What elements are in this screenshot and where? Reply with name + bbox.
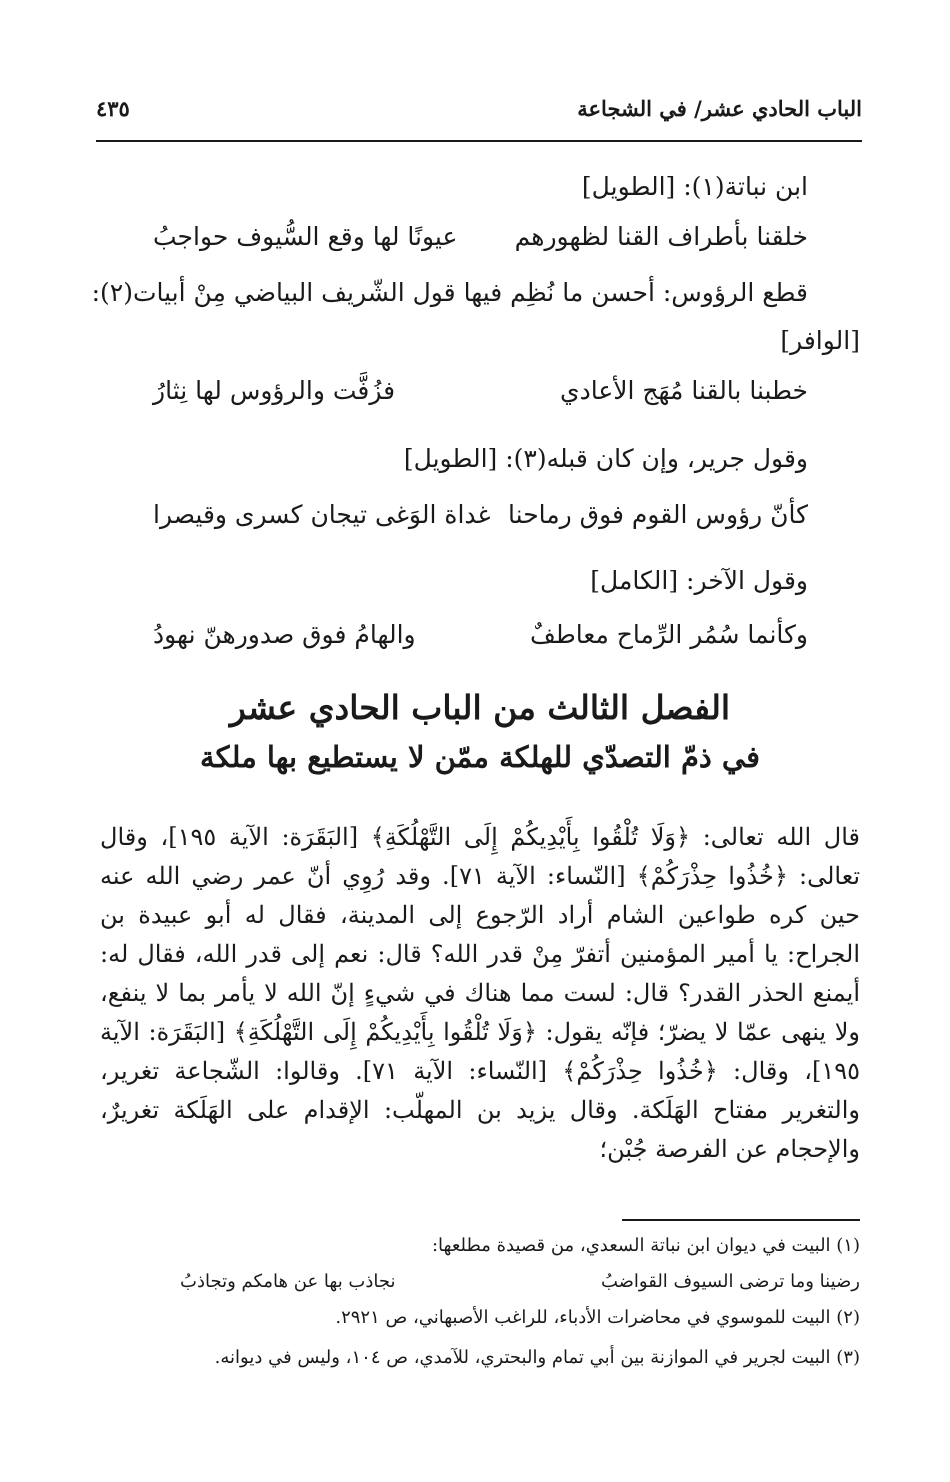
body-paragraph: [100, 818, 860, 1169]
footnote-2: (٢) البيت للموسوي في محاضرات الأدباء، للراغب الأصبهاني، ص ٢٩٢١.: [335, 1307, 860, 1328]
verse-4-hemistich-2: والهامُ فوق صدورهنّ نهودُ: [153, 620, 416, 649]
poet-line: وقول جرير، وإن كان قبله(٣): [الطويل]: [403, 444, 808, 473]
verse-1-hemistich-2: عيونًا لها وقع السُّيوف حواجبُ: [153, 222, 458, 251]
verse-2-hemistich-1: خطبنا بالقنا مُهَج الأعادي: [560, 376, 808, 405]
running-title: الباب الحادي عشر/ في الشجاعة: [577, 96, 862, 121]
header-rule: [96, 140, 862, 142]
footnote-1-verse: [180, 1273, 860, 1291]
footnote-rule: [622, 1219, 860, 1221]
footnote-3: (٣) البيت لجرير في الموازنة بين أبي تمام والبحتري، للآمدي، ص ١٠٤، وليس في ديوانه.: [214, 1347, 860, 1368]
verse-2: [153, 376, 808, 406]
verse-3-hemistich-2: غداة الوَغى تيجان كسرى وقيصرا: [153, 500, 491, 529]
page-number: ٤٣٥: [96, 96, 130, 121]
verse-2-hemistich-2: فزُفَّت والرؤوس لها نِثارُ: [153, 376, 396, 405]
meter-label: [الوافر]: [780, 326, 860, 355]
footnote-1: (١) البيت في ديوان ابن نباتة السعدي، من قصيدة مطلعها:: [431, 1235, 860, 1256]
poet-line: وقول الآخر: [الكامل]: [590, 566, 808, 595]
footnote-verse-hemistich-1: رضينا وما ترضى السيوف القواضبُ: [600, 1271, 860, 1292]
page-header: [96, 96, 862, 138]
section-subtitle: في ذمّ التصدّي للهلكة ممّن لا يستطيع بها ملكة: [200, 740, 760, 774]
verse-3-hemistich-1: كأنّ رؤوس القوم فوق رماحنا: [508, 500, 808, 529]
verse-4-hemistich-1: وكأنما سُمُر الرِّماح معاطفٌ: [529, 620, 808, 649]
section-title: الفصل الثالث من الباب الحادي عشر: [229, 688, 731, 727]
intro-line: قطع الرؤوس: أحسن ما نُظِم فيها قول الشّريف البياضي مِنْ أبيات(٢):: [91, 278, 808, 307]
footnote-verse-hemistich-2: نجاذب بها عن هامكم وتجاذبُ: [180, 1271, 396, 1292]
verse-1-hemistich-1: خلقنا بأطراف القنا لظهورهم: [514, 222, 808, 251]
verse-1: [153, 222, 808, 252]
paragraph-text: قال الله تعالى: ﴿وَلَا تُلْقُوا بِأَيْدِيكُمْ إِلَى التَّهْلُكَةِ﴾ [البَقَرَة: الآية ١٩٥]، وقال تعالى: ﴿خُذُوا حِذْرَكُمْ﴾ [النّساء: الآية ٧١]. وقد رُوِي أنّ عمر رضي الله عنه حين كره طواعين الشام أراد الرّجوع إلى المدينة، فقال له أبو عبيدة بن الجراح: يا أمير المؤمنين أتفرّ مِنْ قدر الله؟ قال: نعم إلى قدر الله، فقال له: أيمنع الحذر القدر؟ قال: لست مما هناك في شيءٍ إنّ الله لا يأمر بما لا ينفع، ولا ينهى عمّا لا يضرّ؛ فإنّه يقول: ﴿وَلَا تُلْقُوا بِأَيْدِيكُمْ إِلَى التَّهْلُكَةِ﴾ [البَقَرَة: الآية ١٩٥]، وقال: ﴿خُذُوا حِذْرَكُمْ﴾ [النّساء: الآية ٧١]. وقالوا: الشّجاعة تغرير، والتغرير مفتاح الهَلَكة. وقال يزيد بن المهلّب: الإقدام على الهَلَكة تغريرٌ، والإحجام عن الفرصة جُبْن؛: [100, 823, 861, 1163]
verse-3: [153, 500, 808, 530]
verse-4: [153, 620, 808, 650]
poet-line: ابن نباتة(١): [الطويل]: [581, 172, 808, 201]
